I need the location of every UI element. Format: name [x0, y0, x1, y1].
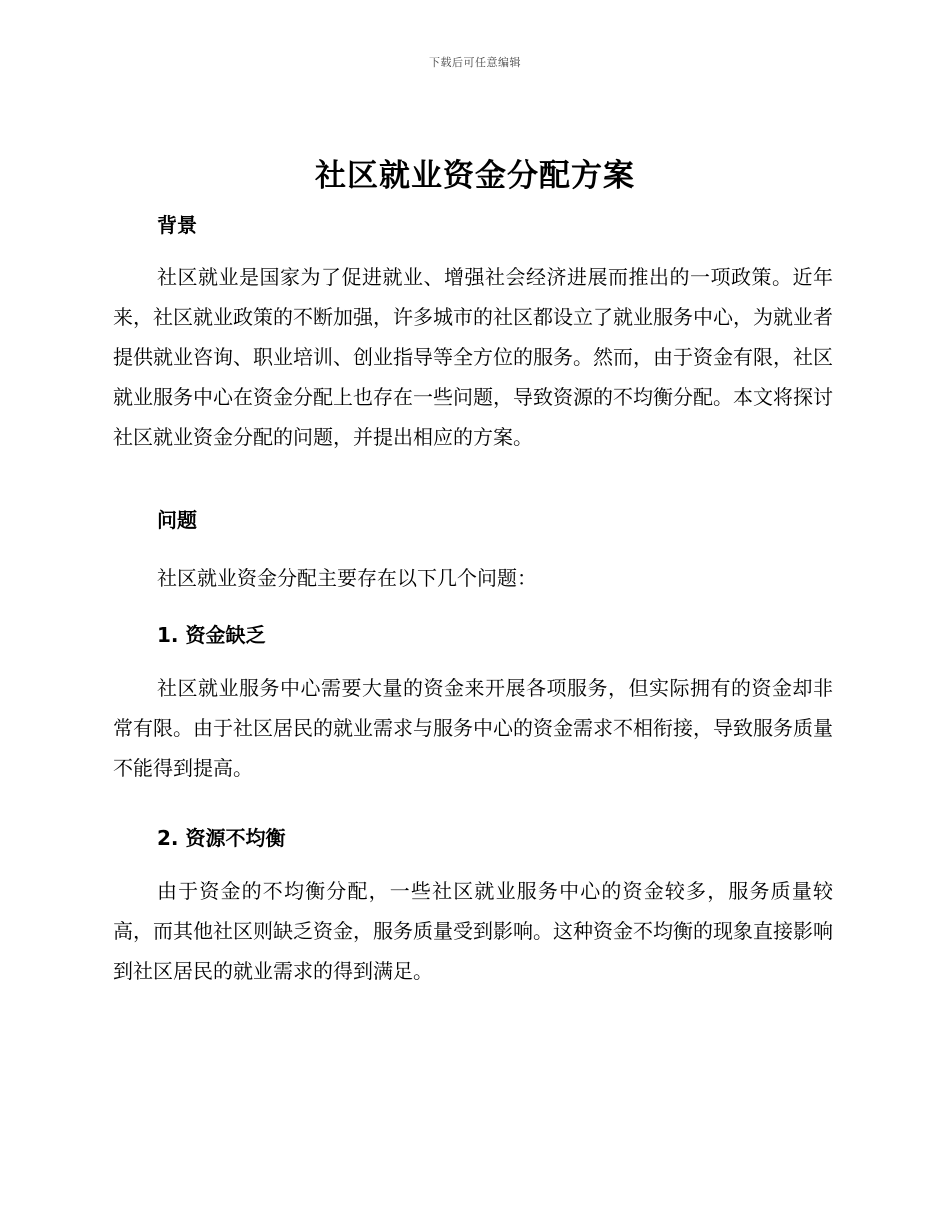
section-paragraph-resource-imbalance: 由于资金的不均衡分配，一些社区就业服务中心的资金较多，服务质量较高，而其他社区则缺乏资金，服务质量受到影响。这种资金不均衡的现象直接影响到社区居民的就业需求的得到满足。: [113, 879, 833, 983]
section-heading-background: 背景: [157, 213, 197, 237]
section-paragraph-problems: 社区就业资金分配主要存在以下几个问题：: [157, 566, 537, 590]
document-title: 社区就业资金分配方案: [315, 158, 635, 194]
section-heading-resource-imbalance: 2. 资源不均衡: [157, 826, 286, 850]
section-heading-funding-shortage: 1. 资金缺乏: [157, 623, 266, 647]
section-paragraph-background: 社区就业是国家为了促进就业、增强社会经济进展而推出的一项政策。近年来，社区就业政策的不断加强，许多城市的社区都设立了就业服务中心，为就业者提供就业咨询、职业培训、创业指导等全方位的服务。然而，由于资金有限，社区就业服务中心在资金分配上也存在一些问题，导致资源的不均衡分配。本文将探讨社区就业资金分配的问题，并提出相应的方案。: [113, 265, 833, 449]
section-paragraph-funding-shortage: 社区就业服务中心需要大量的资金来开展各项服务，但实际拥有的资金却非常有限。由于社区居民的就业需求与服务中心的资金需求不相衔接，导致服务质量不能得到提高。: [113, 676, 833, 780]
section-heading-problems: 问题: [157, 508, 197, 532]
header-note: 下载后可任意编辑: [429, 56, 521, 69]
